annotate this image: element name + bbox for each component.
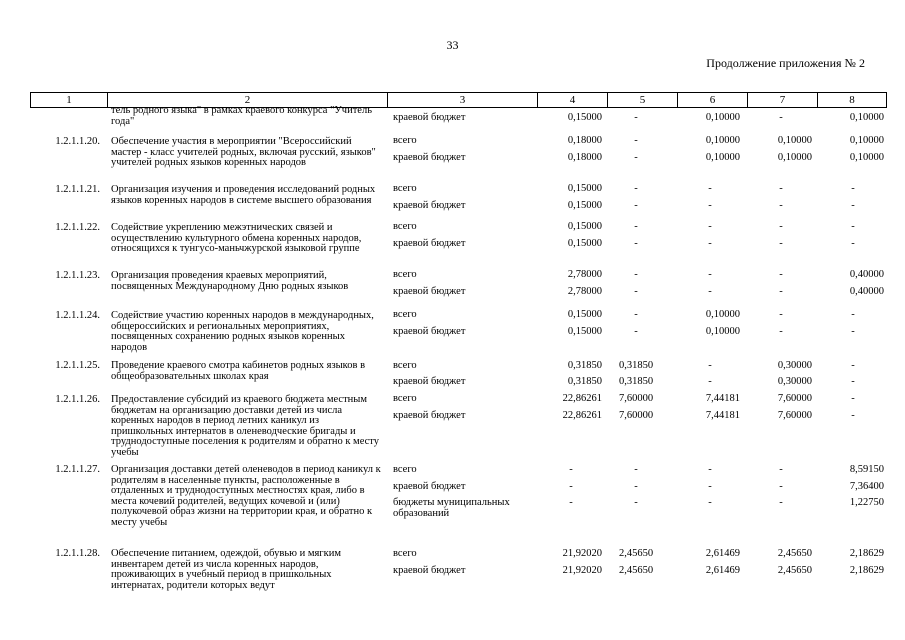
value-col-4: 0,18000 — [567, 135, 602, 146]
value-col-4: - — [569, 464, 573, 475]
value-col-7: 7,60000 — [777, 410, 812, 421]
value-col-6: 0,10000 — [705, 152, 740, 163]
value-col-7: 0,10000 — [777, 135, 812, 146]
value-col-4: - — [569, 497, 573, 508]
funding-source: всего — [393, 548, 417, 559]
funding-source: всего — [393, 221, 417, 232]
value-col-7: - — [779, 497, 783, 508]
value-col-5: - — [634, 269, 638, 280]
value-col-7: - — [779, 238, 783, 249]
row-description: тель родного языка" в рамках краевого конкурса "Учитель года" — [111, 105, 372, 127]
funding-source: краевой бюджет — [393, 376, 466, 387]
value-col-5: - — [634, 481, 638, 492]
funding-source: краевой бюджет — [393, 112, 466, 123]
value-col-7: - — [779, 269, 783, 280]
table-row — [30, 134, 887, 182]
value-col-6: - — [708, 376, 712, 387]
value-col-8: 1,22750 — [849, 497, 884, 508]
value-col-8: - — [851, 360, 855, 371]
value-col-8: 0,10000 — [849, 135, 884, 146]
funding-source: всего — [393, 135, 417, 146]
value-col-4: 0,15000 — [567, 326, 602, 337]
table-row — [30, 308, 887, 358]
value-col-7: - — [779, 309, 783, 320]
value-col-5: - — [634, 326, 638, 337]
value-col-7: - — [779, 221, 783, 232]
value-col-8: - — [851, 238, 855, 249]
value-col-6: 0,10000 — [705, 326, 740, 337]
value-col-4: 0,15000 — [567, 309, 602, 320]
value-col-8: 8,59150 — [849, 464, 884, 475]
value-col-6: - — [708, 360, 712, 371]
row-description: Предоставление субсидий из краевого бюджета местным бюджетам на организацию доставки детей из числа коренных народов в период летних каникул из пришкольных интернатов в оленеводческие бригады и труднодоступные поселения к родителям и обратно к месту учебы — [111, 394, 379, 458]
funding-source: краевой бюджет — [393, 238, 466, 249]
funding-source: краевой бюджет — [393, 481, 466, 492]
table-row — [30, 106, 887, 134]
header-col-4: 4 — [537, 93, 607, 107]
value-col-5: - — [634, 286, 638, 297]
value-col-8: 0,40000 — [849, 286, 884, 297]
funding-source: всего — [393, 393, 417, 404]
header-col-7: 7 — [747, 93, 817, 107]
value-col-7: - — [779, 183, 783, 194]
value-col-8: - — [851, 200, 855, 211]
value-col-7: - — [779, 464, 783, 475]
value-col-4: 0,15000 — [567, 221, 602, 232]
value-col-8: - — [851, 410, 855, 421]
value-col-7: 7,60000 — [777, 393, 812, 404]
funding-source: краевой бюджет — [393, 410, 466, 421]
table-row — [30, 268, 887, 308]
value-col-6: - — [708, 183, 712, 194]
value-col-6: - — [708, 464, 712, 475]
value-col-4: 0,15000 — [567, 238, 602, 249]
value-col-4: 22,86261 — [562, 393, 602, 404]
row-code: 1.2.1.1.23. — [55, 270, 100, 281]
value-col-5: 0,31850 — [618, 376, 654, 387]
value-col-4: 0,15000 — [567, 183, 602, 194]
funding-source: краевой бюджет — [393, 565, 466, 576]
value-col-5: - — [634, 221, 638, 232]
table-row — [30, 392, 887, 462]
value-col-5: - — [634, 309, 638, 320]
value-col-8: - — [851, 309, 855, 320]
funding-source: краевой бюджет — [393, 286, 466, 297]
value-col-6: 7,44181 — [705, 393, 740, 404]
value-col-6: 2,61469 — [705, 565, 740, 576]
continuation-title: Продолжение приложения № 2 — [706, 56, 865, 70]
value-col-7: 2,45650 — [777, 565, 812, 576]
value-col-6: - — [708, 221, 712, 232]
value-col-7: 2,45650 — [777, 548, 812, 559]
value-col-7: - — [779, 112, 783, 123]
value-col-4: 0,18000 — [567, 152, 602, 163]
header-col-2: 2 — [107, 93, 387, 107]
value-col-8: - — [851, 183, 855, 194]
table-row — [30, 546, 887, 606]
value-col-5: - — [634, 464, 638, 475]
row-code: 1.2.1.1.25. — [55, 360, 100, 371]
value-col-8: 0,40000 — [849, 269, 884, 280]
value-col-7: - — [779, 200, 783, 211]
row-code: 1.2.1.1.27. — [55, 464, 100, 475]
value-col-6: 2,61469 — [705, 548, 740, 559]
row-code: 1.2.1.1.20. — [55, 136, 100, 147]
value-col-6: - — [708, 481, 712, 492]
value-col-8: - — [851, 393, 855, 404]
header-col-3: 3 — [387, 93, 537, 107]
value-col-6: 7,44181 — [705, 410, 740, 421]
value-col-8: 2,18629 — [849, 548, 884, 559]
row-code: 1.2.1.1.26. — [55, 394, 100, 405]
value-col-4: 2,78000 — [567, 286, 602, 297]
value-col-7: 0,30000 — [777, 360, 812, 371]
row-code: 1.2.1.1.21. — [55, 184, 100, 195]
value-col-5: - — [634, 183, 638, 194]
row-code: 1.2.1.1.22. — [55, 222, 100, 233]
row-code: 1.2.1.1.24. — [55, 310, 100, 321]
page-number: 33 — [446, 38, 459, 52]
value-col-6: - — [708, 286, 712, 297]
funding-source: всего — [393, 464, 417, 475]
value-col-8: - — [851, 376, 855, 387]
table-row — [30, 462, 887, 546]
value-col-5: - — [634, 135, 638, 146]
value-col-5: 0,31850 — [618, 360, 654, 371]
row-description: Обеспечение питанием, одеждой, обувью и мягким инвентарем детей из числа коренных народов, проживающих в учебный период в пришкольных интернатах, родители которых ведут — [111, 548, 341, 591]
header-col-6: 6 — [677, 93, 747, 107]
header-col-1: 1 — [30, 93, 107, 107]
value-col-5: 2,45650 — [618, 565, 654, 576]
value-col-6: - — [708, 200, 712, 211]
value-col-6: - — [708, 238, 712, 249]
row-description: Организация доставки детей оленеводов в период каникул к родителям в населенные пункты, расположенные в отдаленных и труднодоступных местностях края, либо в места кочевий родителей, ведущих кочевой и (или) полукочевой образ жизни на территории края, и обратно к месту учебы — [111, 464, 381, 528]
value-col-5: 2,45650 — [618, 548, 654, 559]
value-col-7: 0,30000 — [777, 376, 812, 387]
row-description: Содействие участию коренных народов в международных, общероссийских и региональных мероприятиях, посвященных сохранению родных языков коренных народов — [111, 310, 374, 353]
funding-source: краевой бюджет — [393, 326, 466, 337]
value-col-6: - — [708, 497, 712, 508]
funding-source: всего — [393, 183, 417, 194]
value-col-4: 21,92020 — [562, 565, 602, 576]
value-col-8: 0,10000 — [849, 112, 884, 123]
row-description: Организация изучения и проведения исследований родных языков коренных народов в системе высшего образования — [111, 184, 376, 206]
value-col-5: 7,60000 — [618, 410, 654, 421]
funding-source: краевой бюджет — [393, 152, 466, 163]
value-col-4: 22,86261 — [562, 410, 602, 421]
value-col-5: - — [634, 152, 638, 163]
funding-source: всего — [393, 309, 417, 320]
funding-source: краевой бюджет — [393, 200, 466, 211]
funding-source: всего — [393, 360, 417, 371]
value-col-8: - — [851, 221, 855, 232]
value-col-8: 2,18629 — [849, 565, 884, 576]
value-col-4: 0,31850 — [567, 376, 602, 387]
value-col-6: 0,10000 — [705, 135, 740, 146]
value-col-5: - — [634, 238, 638, 249]
value-col-4: 2,78000 — [567, 269, 602, 280]
table-row — [30, 358, 887, 392]
value-col-8: - — [851, 326, 855, 337]
value-col-7: - — [779, 481, 783, 492]
value-col-8: 0,10000 — [849, 152, 884, 163]
row-description: Содействие укреплению межэтнических связей и осуществлению культурного обмена коренных народов, относящихся к тунгусо-маньчжурской языковой группе — [111, 222, 362, 254]
value-col-5: - — [634, 200, 638, 211]
value-col-8: 7,36400 — [849, 481, 884, 492]
table-row — [30, 182, 887, 220]
funding-source: бюджеты муниципальных образований — [393, 497, 510, 519]
row-description: Проведение краевого смотра кабинетов родных языков в общеобразовательных школах края — [111, 360, 366, 382]
value-col-7: 0,10000 — [777, 152, 812, 163]
value-col-5: - — [634, 497, 638, 508]
header-col-5: 5 — [607, 93, 677, 107]
value-col-6: 0,10000 — [705, 309, 740, 320]
value-col-6: 0,10000 — [705, 112, 740, 123]
value-col-4: 0,15000 — [567, 200, 602, 211]
header-col-8: 8 — [817, 93, 887, 107]
row-description: Организация проведения краевых мероприятий, посвященных Международному Дню родных языков — [111, 270, 349, 292]
value-col-6: - — [708, 269, 712, 280]
value-col-5: - — [634, 112, 638, 123]
value-col-5: 7,60000 — [618, 393, 654, 404]
table-row — [30, 220, 887, 268]
row-description: Обеспечение участия в мероприятии "Всероссийский мастер - класс учителей родных, включая русский, языков" учителей родных языков коренных народов — [111, 136, 376, 168]
value-col-4: 0,31850 — [567, 360, 602, 371]
value-col-4: 21,92020 — [562, 548, 602, 559]
value-col-7: - — [779, 326, 783, 337]
funding-source: всего — [393, 269, 417, 280]
value-col-7: - — [779, 286, 783, 297]
row-code: 1.2.1.1.28. — [55, 548, 100, 559]
value-col-4: - — [569, 481, 573, 492]
value-col-4: 0,15000 — [567, 112, 602, 123]
